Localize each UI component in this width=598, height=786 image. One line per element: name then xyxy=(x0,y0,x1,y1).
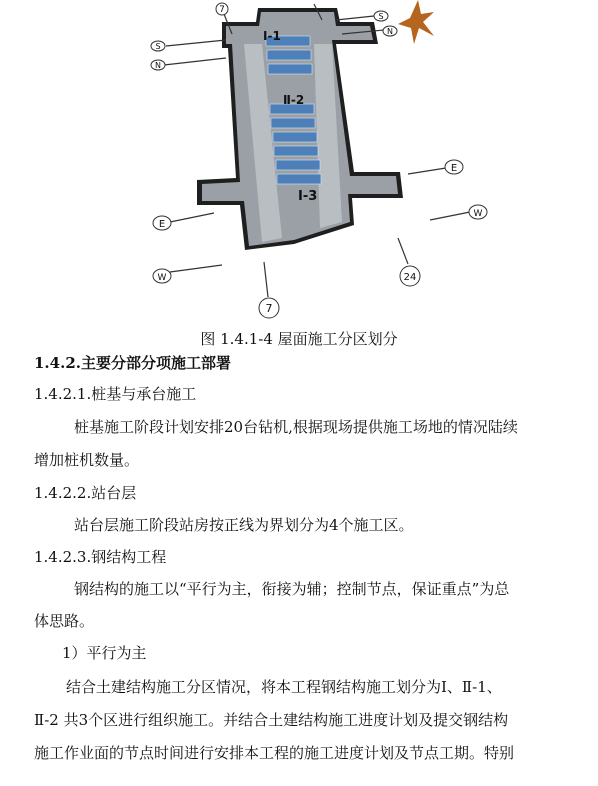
axis-label-s-right: S xyxy=(378,12,384,21)
paragraph-4-line-2: Ⅱ-2 共3个区进行组织施工。并结合土建结构施工进度计划及提交钢结构 xyxy=(34,711,509,729)
axis-label-s-left: S xyxy=(155,42,161,51)
paragraph-1-line-1: 桩基施工阶段计划安排20台钻机,根据现场提供施工场地的情况陆续 xyxy=(74,418,518,436)
zone-label-1: Ⅰ-1 xyxy=(263,29,281,43)
subsection-title-3: 1.4.2.3.钢结构工程 xyxy=(34,548,167,566)
list-item-1: 1）平行为主 xyxy=(62,644,147,662)
zone-label-2: Ⅱ-2 xyxy=(283,93,305,107)
axis-label-w-right: W xyxy=(473,209,483,219)
subsection-title-2: 1.4.2.2.站台层 xyxy=(34,484,137,502)
axis-label-n-right: N xyxy=(387,27,393,36)
section-heading: 1.4.2.主要分部分项施工部署 xyxy=(34,354,231,372)
paragraph-3-line-2: 体思路。 xyxy=(34,612,95,630)
axis-label-7-bottom: 7 xyxy=(265,302,273,315)
axis-label-24: 24 xyxy=(403,272,417,283)
axis-label-w-left: W xyxy=(157,273,167,283)
paragraph-4-line-3: 施工作业面的节点时间进行安排本工程的施工进度计划及节点工期。特别 xyxy=(34,744,515,762)
paragraph-1-line-2: 增加桩机数量。 xyxy=(34,451,140,469)
paragraph-2-line-1: 站台层施工阶段站房按正线为界划分为4个施工区。 xyxy=(74,516,414,534)
axis-label-e-right: E xyxy=(450,163,458,174)
zone-label-3: Ⅰ-3 xyxy=(298,189,318,204)
subsection-title-1: 1.4.2.1.桩基与承台施工 xyxy=(34,385,197,403)
figure-caption: 图 1.4.1-4 屋面施工分区划分 xyxy=(200,330,398,348)
paragraph-4-line-1: 结合土建结构施工分区情况，将本工程钢结构施工划分为Ⅰ、Ⅱ-1、 xyxy=(66,678,502,696)
axis-label-n-left: N xyxy=(155,61,161,70)
axis-label-e-left: E xyxy=(158,219,166,230)
compass-star-icon xyxy=(398,0,434,44)
roof-zone-figure xyxy=(0,0,598,325)
axis-label-7-top: 7 xyxy=(219,5,225,15)
paragraph-3-line-1: 钢结构的施工以“平行为主，衔接为辅；控制节点，保证重点”为总 xyxy=(74,580,510,598)
